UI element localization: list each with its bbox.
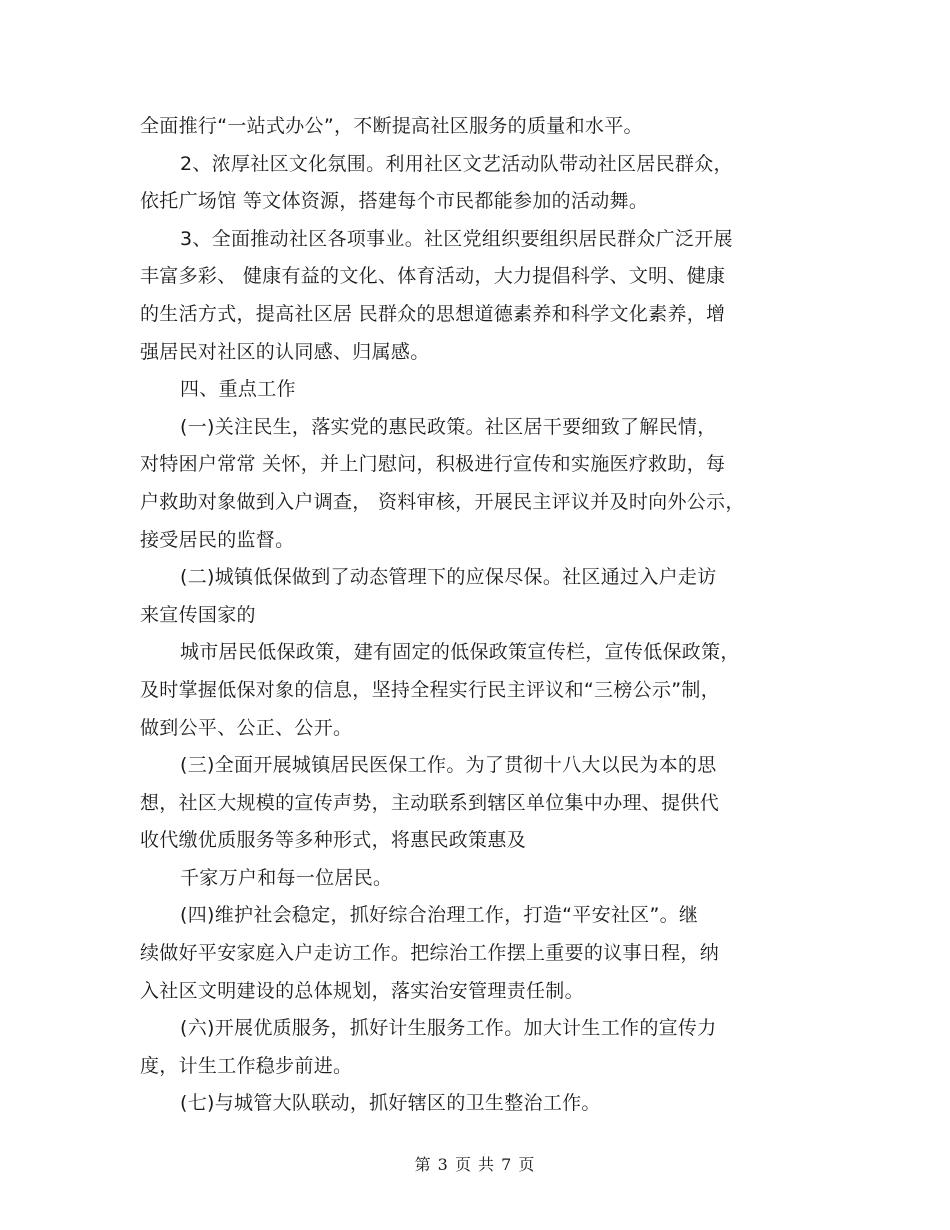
text-line: (四)维护社会稳定，抓好综合治理工作，打造“平安社区”。继 xyxy=(180,904,699,927)
text-line: 入社区文明建设的总体规划，落实治安管理责任制。 xyxy=(140,979,584,1002)
text-line: 3、全面推动社区各项事业。社区党组织要组织居民群众广泛开展 xyxy=(180,227,733,250)
text-line: 全面推行“一站式办公”，不断提高社区服务的质量和水平。 xyxy=(140,115,643,137)
text-line: 的生活方式，提高社区居 民群众的思想道德素养和科学文化素养，增 xyxy=(140,302,726,325)
text-line: 千家万户和每一位居民。 xyxy=(180,866,393,889)
text-line: 城市居民低保政策，建有固定的低保政策宣传栏，宣传低保政策， xyxy=(180,641,740,664)
text-line: 户救助对象做到入户调查， 资料审核，开展民主评议并及时向外公示， xyxy=(140,490,745,513)
text-line: 收代缴优质服务等多种形式，将惠民政策惠及 xyxy=(140,829,527,852)
text-line: 来宣传国家的 xyxy=(140,603,256,626)
text-line: (三)全面开展城镇居民医保工作。为了贯彻十八大以民为本的思 xyxy=(180,754,717,777)
text-line: (二)城镇低保做到了动态管理下的应保尽保。社区通过入户走访 xyxy=(180,566,717,589)
text-line: 做到公平、公正、公开。 xyxy=(140,716,353,739)
text-line: 依托广场馆 等文体资源，搭建每个市民都能参加的活动舞。 xyxy=(140,190,649,213)
text-line: 续做好平安家庭入户走访工作。把综治工作摆上重要的议事日程，纳 xyxy=(140,942,720,965)
page-footer: 第 3 页 共 7 页 xyxy=(414,1155,536,1174)
text-line: 2、浓厚社区文化氛围。利用社区文艺活动队带动社区居民群众， xyxy=(180,152,733,175)
text-line: 及时掌握低保对象的信息，坚持全程实行民主评议和“三榜公示”制， xyxy=(140,678,720,701)
text-line: 丰富多彩、 健康有益的文化、体育活动，大力提倡科学、文明、健康 xyxy=(140,265,726,288)
document-body xyxy=(140,108,820,1123)
text-line: 强居民对社区的认同感、归属感。 xyxy=(140,340,430,363)
text-line: 对特困户常常 关怀，并上门慰问，积极进行宣传和实施医疗救助，每 xyxy=(140,453,726,476)
text-line: (六)开展优质服务，抓好计生服务工作。加大计生工作的宣传力 xyxy=(180,1017,717,1040)
text-line: 四、重点工作 xyxy=(180,378,296,401)
text-line: 度，计生工作稳步前进。 xyxy=(140,1054,353,1077)
text-line: (一)关注民生，落实党的惠民政策。社区居干要细致了解民情， xyxy=(180,415,717,438)
text-line: (七)与城管大队联动，抓好辖区的卫生整治工作。 xyxy=(180,1092,601,1115)
text-line: 接受居民的监督。 xyxy=(140,528,295,551)
text-line: 想，社区大规模的宣传声势，主动联系到辖区单位集中办理、提供代 xyxy=(140,791,720,814)
